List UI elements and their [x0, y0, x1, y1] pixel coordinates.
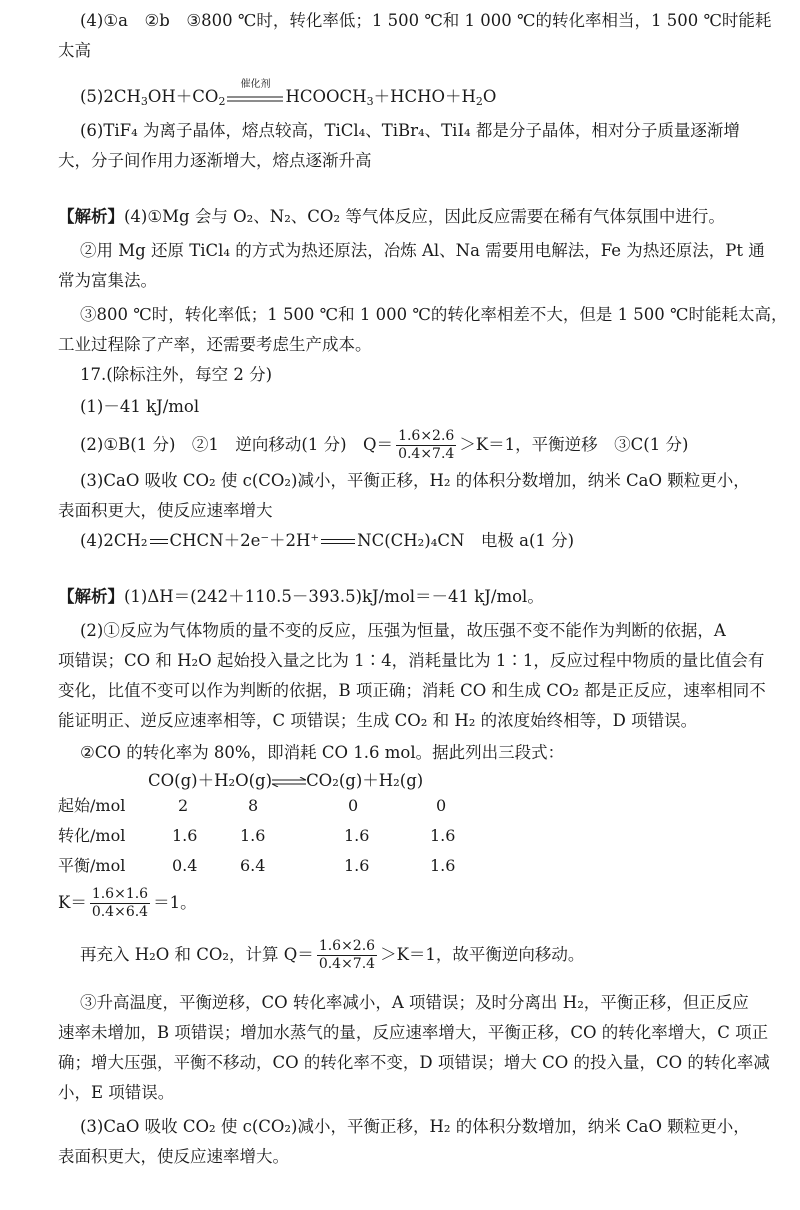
equals-arrow-icon — [227, 95, 283, 103]
equals-sign-icon — [321, 539, 355, 544]
analysis-16-p2-line2: 常为富集法。 — [58, 271, 157, 290]
double-bond-icon — [150, 539, 168, 544]
q17-answer-1: (1)－41 kJ/mol — [80, 397, 200, 416]
analysis-17-p5-line2: 表面积更大，使反应速率增大。 — [58, 1147, 289, 1166]
analysis-17-p2-line4: 能证明正、逆反应速率相等，C 项错误；生成 CO₂ 和 H₂ 的浓度始终相等，D 项错误。 — [58, 711, 698, 730]
answer-16-6-line1: (6)TiF₄ 为离子晶体，熔点较高，TiCl₄、TiBr₄、TiI₄ 都是分子晶体，相对分子质量逐渐增 — [80, 121, 740, 140]
answer-16-4-line1: (4)①a ②b ③800 ℃时，转化率低；1 500 ℃和 1 000 ℃的转化率相当，1 500 ℃时能耗 — [80, 11, 772, 30]
analysis-17-p5-line1: (3)CaO 吸收 CO₂ 使 c(CO₂)减小，平衡正移，H₂ 的体积分数增加，纳米 CaO 颗粒更小， — [80, 1117, 750, 1136]
table-row-label: 起始/mol — [58, 796, 126, 815]
table-row-label: 转化/mol — [58, 826, 126, 845]
analysis-16-p3-line1: ③800 ℃时，转化率低；1 500 ℃和 1 000 ℃的转化率相差不大，但是 1 500 ℃时能耗太高， — [80, 305, 788, 324]
analysis-16-p1: 【解析】(4)①Mg 会与 O₂、N₂、CO₂ 等气体反应，因此反应需要在稀有气体氛围中进行。 — [58, 207, 725, 226]
q17-answer-3-line1: (3)CaO 吸收 CO₂ 使 c(CO₂)减小，平衡正移，H₂ 的体积分数增加，纳米 CaO 颗粒更小， — [80, 471, 750, 490]
catalyst-arrow: 催化剂 — [227, 87, 283, 109]
equilibrium-equation: CO(g)＋H₂O(g) CO₂(g)＋H₂(g) — [148, 771, 424, 790]
q17-answer-3-line2: 表面积更大，使反应速率增大 — [58, 501, 273, 520]
analysis-17-p3: ②CO 的转化率为 80%，即消耗 CO 1.6 mol。据此列出三段式： — [80, 743, 565, 762]
answer-page: (4)①a ②b ③800 ℃时，转化率低；1 500 ℃和 1 000 ℃的转化率相当，1 500 ℃时能耗 太高 $(5)2CH_3OH+CO_2$ 催化剂 $HCOOCH_3+HCHO+H_2O$ (6)TiF₄ 为离子晶体，熔点较高，TiCl₄、TiBr₄、TiI₄ 都是分子晶体，相对分子质量逐渐增 大，分子间作用力逐渐增大，熔点逐渐升高 【解析】(4)①Mg 会与 O₂、N₂、CO₂ 等气体反应，因此反应需要在稀有气体氛围中进行。 ②用 Mg 还原 TiCl₄ 的方式为热还原法，冶炼 Al、Na 需要用电解法，Fe 为热还原法，Pt 通 常为富集法。 ③800 ℃时，转化率低；1 500 ℃和 1 000 ℃的转化率相差不大，但是 1 500 ℃时能耗太高， 工业过程除了产率，还需要考虑生产成本。 17.(除标注外，每空 2 分) (1)－41 kJ/mol (2)①B(1 分) ②1 逆向移动(1 分) Q＝ $\frac{1.6\times 2.6}{0.4\times 7.4}$ ＞K＝1，平衡逆移 ③C(1 分) (3)CaO 吸收 CO₂ 使 c(CO₂)减小，平衡正移，H₂ 的体积分数增加，纳米 CaO 颗粒更小， 表面积更大，使反应速率增大 (4)2CH₂ CHCN＋2e⁻＋2H⁺ NC(CH₂)₄CN 电极 a(1 分) 【解析】(1)ΔH＝(242＋110.5－393.5)kJ/mol＝－41 kJ/mol。 (2)①反应为气体物质的量不变的反应，压强为恒量，故压强不变不能作为判断的依据，A 项错误；CO 和 H₂O 起始投入量之比为 1∶4，消耗量比为 1∶1，反应过程中物质的量比值会有 变化，比值不变可以作为判断的依据，B 项正确；消耗 CO 和生成 CO₂ 都是正反应，速率相同不 能证明正、逆反应速率相等，C 项错误；生成 CO₂ 和 H₂ 的浓度始终相等，D 项错误。 ②CO 的转化率为 80%，即消耗 CO 1.6 mol。据此列出三段式： CO(g)＋H₂O(g) CO₂(g)＋H₂(g) 起始/mol 2 8 0 0 转化/mol 1.6 1.6 1.6 1.6 平衡/mol 0.4 6.4 1.6 1.6 K＝ $\frac{1.6\times 1.6}{0.4\times 6.4}$ ＝1。 再充入 H₂O 和 CO₂，计算 Q＝ $\frac{1.6\times 2.6}{0.4\times 7.4}$ ＞K＝1，故平衡逆向移动。 ③升高温度，平衡逆移，CO 转化率减小，A 项错误；及时分离出 H₂，平衡正移，但正反应 速率未增加，B 项错误；增加水蒸气的量，反应速率增大，平衡正移，CO 的转化率增大，C 项正 确；增大压强，平衡不移动，CO 的转化率不变，D 项错误；增大 CO 的投入量，CO 的转化率减 小，E 项错误。 (3)CaO 吸收 CO₂ 使 c(CO₂)减小，平衡正移，H₂ 的体积分数增加，纳米 CaO 颗粒更小， 表面积更大，使反应速率增大。 — [0, 0, 800, 1210]
fraction-q2: $\frac{1.6\times 2.6}{0.4\times 7.4}$ — [318, 938, 376, 972]
analysis-17-p4-line3: 确；增大压强，平衡不移动，CO 的转化率不变，D 项错误；增大 CO 的投入量，CO 的转化率减 — [58, 1053, 770, 1072]
analysis-17-p1: 【解析】(1)ΔH＝(242＋110.5－393.5)kJ/mol＝－41 kJ/mol。 — [58, 587, 544, 606]
analysis-17-p4-line2: 速率未增加，B 项错误；增加水蒸气的量，反应速率增大，平衡正移，CO 的转化率增大，C 项正 — [58, 1023, 769, 1042]
reaction-quotient: 再充入 H₂O 和 CO₂，计算 Q＝ $\frac{1.6\times 2.6}{0.4\times 7.4}$ ＞K＝1，故平衡逆向移动。 — [80, 938, 585, 972]
analysis-16-p3-line2: 工业过程除了产率，还需要考虑生产成本。 — [58, 335, 372, 354]
analysis-17-p4-line1: ③升高温度，平衡逆移，CO 转化率减小，A 项错误；及时分离出 H₂，平衡正移，但正反应 — [80, 993, 749, 1012]
equilibrium-constant: K＝ $\frac{1.6\times 1.6}{0.4\times 6.4}$ ＝1。 — [58, 886, 197, 920]
q17-answer-2: (2)①B(1 分) ②1 逆向移动(1 分) Q＝ $\frac{1.6\times 2.6}{0.4\times 7.4}$ ＞K＝1，平衡逆移 ③C(1 分) — [80, 428, 689, 462]
analysis-16-p2-line1: ②用 Mg 还原 TiCl₄ 的方式为热还原法，冶炼 Al、Na 需要用电解法，Fe 为热还原法，Pt 通 — [80, 241, 765, 260]
equilibrium-arrow-icon — [272, 777, 306, 787]
analysis-17-p2-line1: (2)①反应为气体物质的量不变的反应，压强为恒量，故压强不变不能作为判断的依据，A — [80, 621, 726, 640]
table-row-label: 平衡/mol — [58, 856, 126, 875]
analysis-17-p4-line4: 小，E 项错误。 — [58, 1083, 175, 1102]
answer-16-5-equation: $(5)2CH_3OH+CO_2$ 催化剂 $HCOOCH_3+HCHO+H_2O$ — [80, 78, 497, 108]
fraction-q: $\frac{1.6\times 2.6}{0.4\times 7.4}$ — [398, 428, 455, 462]
analysis-17-p2-line3: 变化，比值不变可以作为判断的依据，B 项正确；消耗 CO 和生成 CO₂ 都是正反应，速率相同不 — [58, 681, 766, 700]
q17-header: 17.(除标注外，每空 2 分) — [80, 365, 273, 384]
answer-16-6-line2: 大，分子间作用力逐渐增大，熔点逐渐升高 — [58, 151, 372, 170]
analysis-17-p2-line2: 项错误；CO 和 H₂O 起始投入量之比为 1∶4，消耗量比为 1∶1，反应过程中物质的量比值会有 — [58, 651, 765, 670]
answer-16-4-line2: 太高 — [58, 41, 91, 60]
q17-answer-4: (4)2CH₂ CHCN＋2e⁻＋2H⁺ NC(CH₂)₄CN 电极 a(1 分) — [80, 531, 575, 550]
fraction-k: $\frac{1.6\times 1.6}{0.4\times 6.4}$ — [91, 886, 149, 920]
